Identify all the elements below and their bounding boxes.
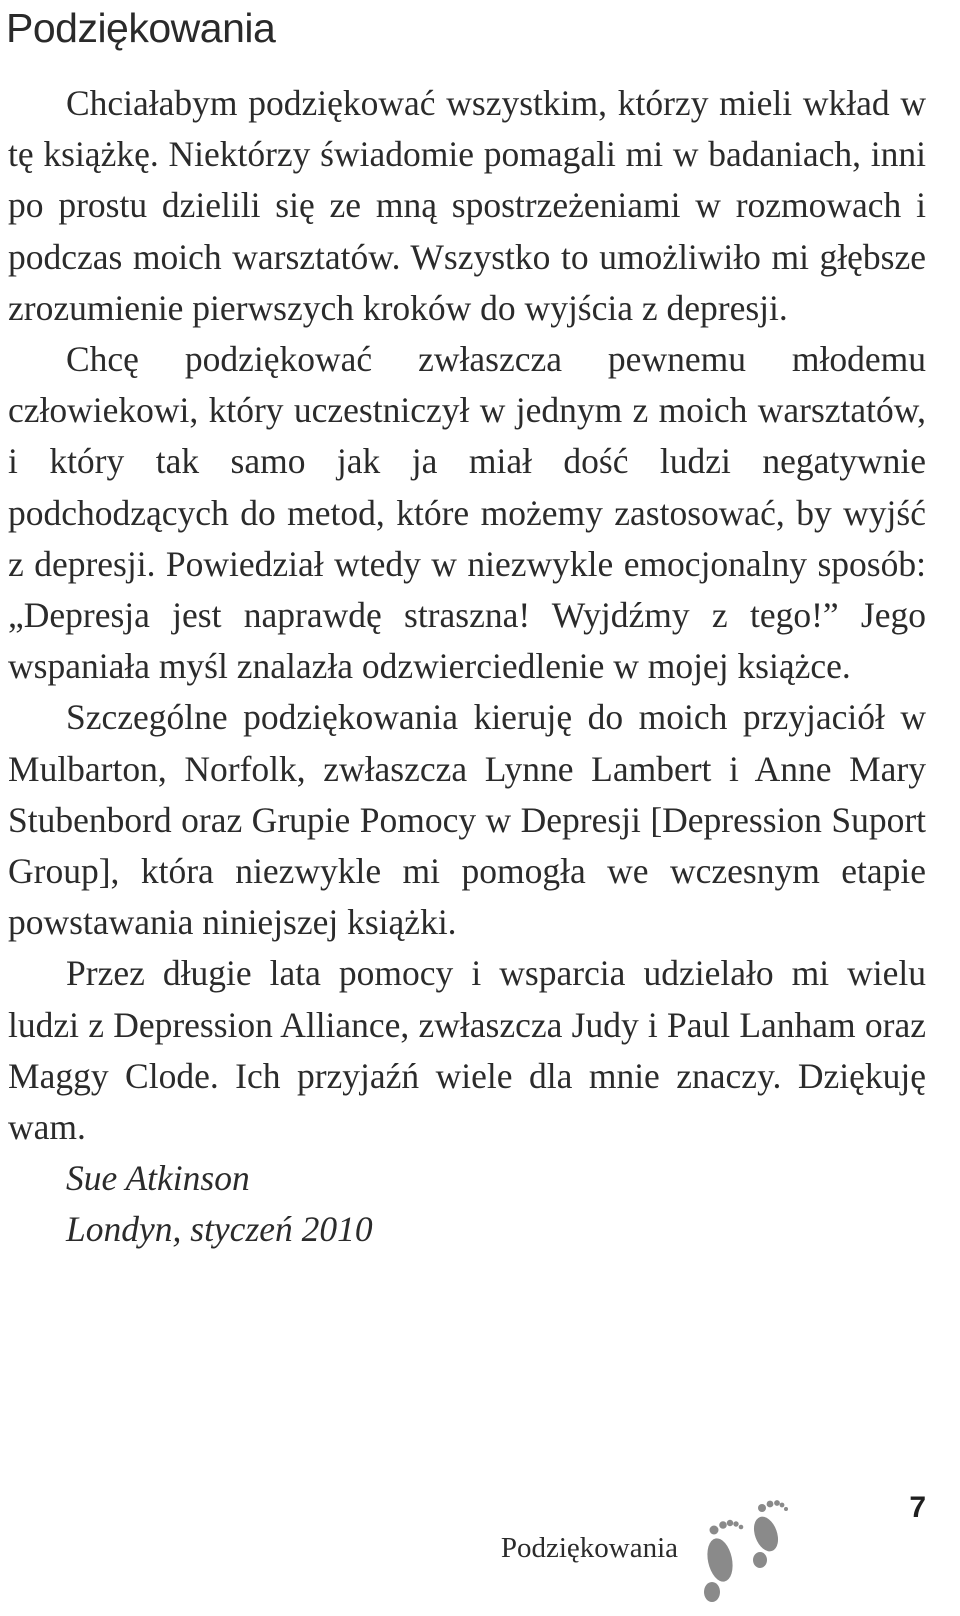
signature-place-date: Londyn, styczeń 2010 bbox=[66, 1209, 373, 1250]
page-title: Podziękowania bbox=[6, 5, 276, 51]
paragraph-3: Szczególne podziękowania kieruję do moich przyjaciół w Mulbarton, Norfolk, zwłaszcza Lynne Lambert i Anne Mary Stubenbord oraz Grupie Pomocy w Depresji [Depression Suport Group], która niezwykle mi pomogła we wczesnym etapie powstawania niniejszej książki. bbox=[8, 697, 926, 943]
signature-name: Sue Atkinson bbox=[66, 1158, 250, 1199]
paragraph-2: Chcę podziękować zwłaszcza pewnemu młodemu człowiekowi, który uczestniczył w jednym z moich warsztatów, i który tak samo jak ja miał dość ludzi negatywnie podchodzących do metod, które możemy zastosować, by wyjść z depresji. Powiedział wtedy w niezwykle emocjonalny sposób: „Depresja jest naprawdę straszna! Wyjdźmy z tego!” Jego wspaniała myśl znalazła odzwierciedlenie w mojej książce. bbox=[8, 339, 926, 687]
running-footer-title: Podziękowania bbox=[500, 1532, 678, 1564]
paragraph-4: Przez długie lata pomocy i wsparcia udzielało mi wielu ludzi z Depression Alliance, zwłaszcza Judy i Paul Lanham oraz Maggy Clode. Ich przyjaźń wiele dla mnie znaczy. Dziękuję wam. bbox=[8, 953, 926, 1148]
body-text bbox=[8, 78, 926, 1256]
footprints-icon bbox=[698, 1494, 790, 1606]
paragraph-1: Chciałabym podziękować wszystkim, którzy mieli wkład w tę książkę. Niektórzy świadomie pomagali mi w badaniach, inni po prostu dzielili się ze mną spostrzeżeniami w rozmowach i podczas moich warsztatów. Wszystko to umożliwiło mi głębsze zrozumienie pierwszych kroków do wyjścia z depresji. bbox=[8, 83, 926, 328]
page-number: 7 bbox=[909, 1491, 926, 1524]
